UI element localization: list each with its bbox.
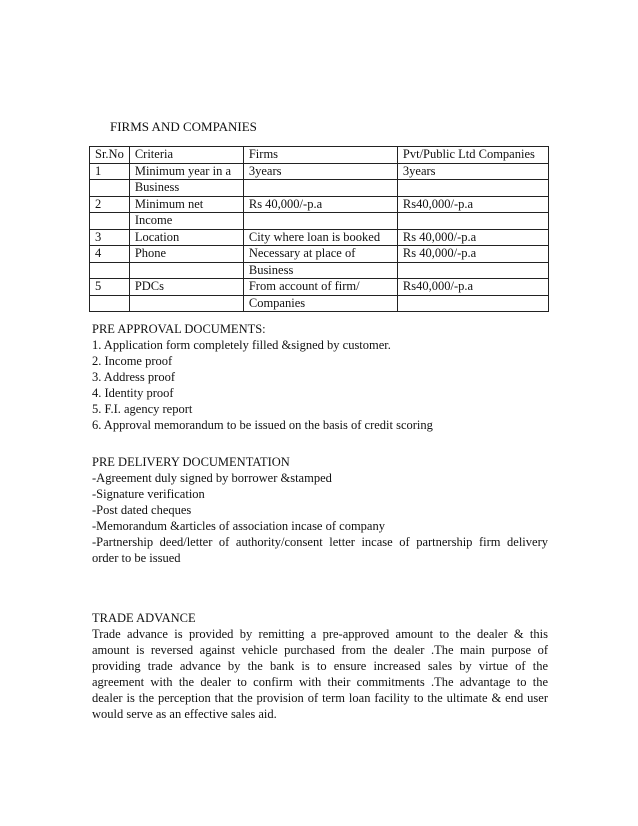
table-cell: Rs 40,000/-p.a <box>397 246 548 263</box>
pre-delivery-list <box>92 470 548 566</box>
list-item: 5. F.I. agency report <box>92 402 193 416</box>
table-cell <box>90 180 130 197</box>
list-item: 2. Income proof <box>92 354 173 368</box>
table-cell: Minimum year in a <box>129 163 243 180</box>
table-cell: Rs40,000/-p.a <box>397 279 548 296</box>
table-cell: Rs 40,000/-p.a <box>243 196 397 213</box>
table-cell <box>243 213 397 230</box>
table-cell: Necessary at place of <box>243 246 397 263</box>
table-cell <box>397 213 548 230</box>
pre-approval-section <box>92 321 548 433</box>
table-cell: PDCs <box>129 279 243 296</box>
list-item: -Agreement duly signed by borrower &stamped <box>92 471 332 485</box>
list-item: would serve as an effective sales aid. <box>92 707 277 721</box>
table-cell: Rs40,000/-p.a <box>397 196 548 213</box>
table-row <box>90 229 549 246</box>
section-heading: PRE APPROVAL DOCUMENTS: <box>92 322 266 336</box>
table-cell: Rs 40,000/-p.a <box>397 229 548 246</box>
table-row <box>90 180 549 197</box>
table-cell: 3years <box>243 163 397 180</box>
list-item: 6. Approval memorandum to be issued on the basis of credit scoring <box>92 418 433 432</box>
table-row <box>90 279 549 296</box>
header-cell-criteria: Criteria <box>129 147 243 164</box>
list-item: providing trade advance by the bank is to ensure increased sales by virtue of the <box>92 659 548 673</box>
table-cell: Business <box>243 262 397 279</box>
table-row <box>90 246 549 263</box>
page-title: FIRMS AND COMPANIES <box>110 119 257 134</box>
table-cell: Location <box>129 229 243 246</box>
list-item: -Partnership deed/letter of authority/consent letter incase of partnership firm delivery <box>92 535 548 549</box>
list-item: -Post dated cheques <box>92 503 192 517</box>
table-cell <box>90 295 130 312</box>
trade-advance-paragraph <box>92 626 548 722</box>
list-item: amount is reversed against vehicle purchased from the dealer .The main purpose of <box>92 643 548 657</box>
table-cell: 3years <box>397 163 548 180</box>
table-cell: 5 <box>90 279 130 296</box>
list-item: dealer is the perception that the provision of term loan facility to the ultimate & end user <box>92 691 548 705</box>
table-cell <box>397 180 548 197</box>
table-cell: Companies <box>243 295 397 312</box>
list-item: -Memorandum &articles of association incase of company <box>92 519 385 533</box>
table-cell: 4 <box>90 246 130 263</box>
table-cell <box>129 262 243 279</box>
table-cell: Income <box>129 213 243 230</box>
header-cell-srno: Sr.No <box>90 147 130 164</box>
list-item: 3. Address proof <box>92 370 175 384</box>
list-item: order to be issued <box>92 551 181 565</box>
table-cell <box>90 213 130 230</box>
header-cell-firms: Firms <box>243 147 397 164</box>
pre-delivery-section <box>92 454 548 566</box>
table-cell <box>397 295 548 312</box>
table-cell: Phone <box>129 246 243 263</box>
list-item: agreement with the dealer to confirm with their commitments .The advantage to the <box>92 675 548 689</box>
table-cell <box>243 180 397 197</box>
list-item: 4. Identity proof <box>92 386 174 400</box>
table-row <box>90 262 549 279</box>
section-heading: PRE DELIVERY DOCUMENTATION <box>92 455 290 469</box>
list-item: 1. Application form completely filled &signed by customer. <box>92 338 391 352</box>
table-cell: From account of firm/ <box>243 279 397 296</box>
table-cell: 1 <box>90 163 130 180</box>
table-cell: 3 <box>90 229 130 246</box>
table-cell: City where loan is booked <box>243 229 397 246</box>
table-cell <box>90 262 130 279</box>
table-row <box>90 163 549 180</box>
table-cell: 2 <box>90 196 130 213</box>
table-header-row <box>90 147 549 164</box>
table-row <box>90 295 549 312</box>
trade-advance-section <box>92 610 548 722</box>
table-cell <box>397 262 548 279</box>
section-heading: TRADE ADVANCE <box>92 611 196 625</box>
table-cell: Business <box>129 180 243 197</box>
criteria-table <box>89 146 549 312</box>
list-item: -Signature verification <box>92 487 205 501</box>
table-row <box>90 213 549 230</box>
table-cell: Minimum net <box>129 196 243 213</box>
list-item: Trade advance is provided by remitting a pre-approved amount to the dealer & this <box>92 627 548 641</box>
header-cell-companies: Pvt/Public Ltd Companies <box>397 147 548 164</box>
table-cell <box>129 295 243 312</box>
pre-approval-list <box>92 337 548 433</box>
table-row <box>90 196 549 213</box>
